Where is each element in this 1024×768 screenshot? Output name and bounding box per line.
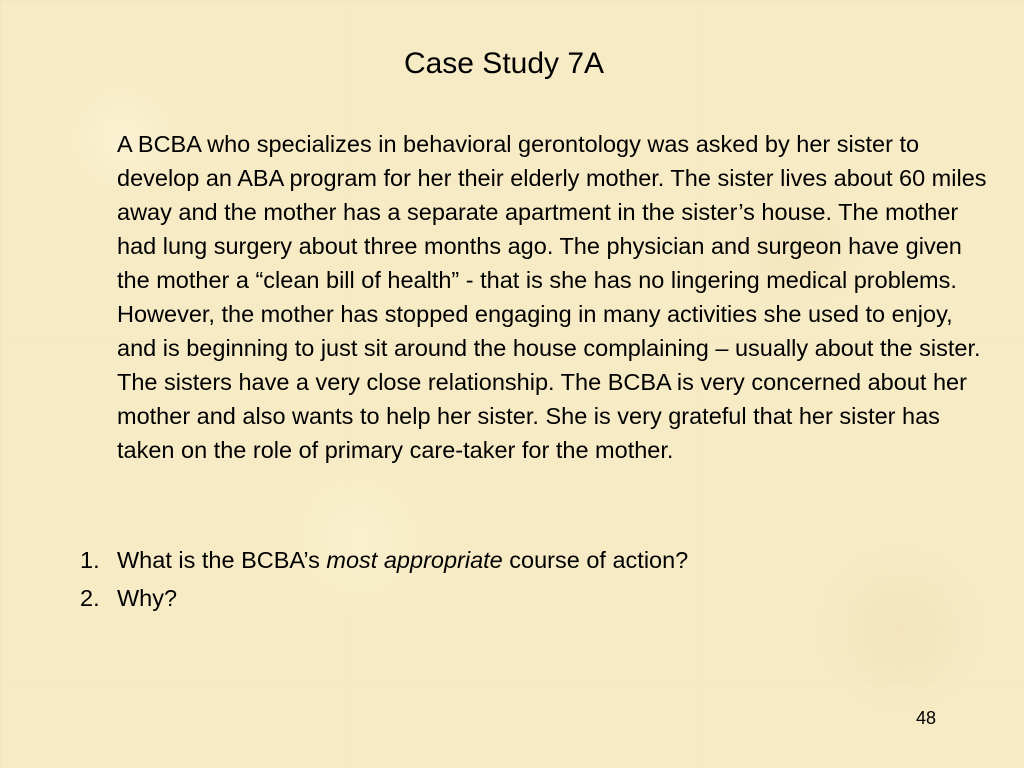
case-study-paragraph: A BCBA who specializes in behavioral gerontology was asked by her sister to develop an ABA program for her their elderly mother. The sister lives about 60 miles away and the mother has a separate apartment in the sister’s house. The mother had lung surgery about three months ago. The physician and surgeon have given the mother a “clean bill of health” - that is she has no lingering medical problems. However, the mother has stopped engaging in many activities she used to enjoy, and is beginning to just sit around the house complaining – usually about the sister. The sisters have a very close relationship. The BCBA is very concerned about her mother and also wants to help her sister. She is very grateful that her sister has taken on the role of primary care-taker for the mother. — [117, 131, 987, 463]
question-emphasis: most appropriate — [326, 547, 503, 573]
slide-title: Case Study 7A — [403, 47, 605, 80]
question-text-end: course of action? — [502, 547, 689, 573]
question-number: 2. — [80, 585, 100, 611]
question-text-start: Why? — [117, 585, 178, 611]
question-number: 1. — [80, 547, 100, 573]
question-item — [80, 579, 980, 617]
question-text-start: What is the BCBA’s — [117, 547, 327, 573]
question-text — [117, 541, 688, 579]
question-item — [80, 541, 980, 579]
page-number: 48 — [915, 708, 937, 728]
question-list — [80, 541, 980, 617]
question-text — [117, 579, 177, 617]
